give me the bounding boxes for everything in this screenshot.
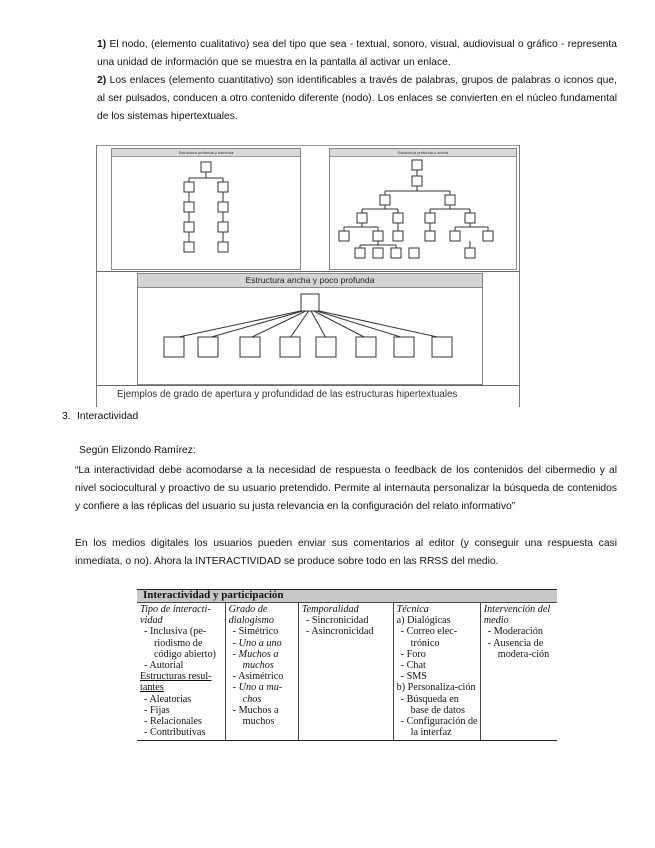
quote-text: “La interactividad debe acomodarse a la necesidad de respuesta o feedback de los contenidos del cibermedio y al nivel sociocultural y proactivo de su usuario pretendido. Permite al internauta personalizar la búsqueda de contenidos y confiere a las réplicas del usuario su justa relevancia en la configuración del relato informativo” xyxy=(75,465,617,512)
col2-item: - Uno a uno xyxy=(232,637,282,649)
col4-header: Técnica xyxy=(396,604,429,615)
col1-subheader: Estructuras resul-tantes xyxy=(140,671,212,694)
col4-item: - Configuración de la interfaz xyxy=(400,716,478,739)
quote-followup: En los medios digitales los usuarios pueden enviar sus comentarios al editor (y conseguir una respuesta casi inmediata, o no). Ahora la INTERACTIVIDAD se produce sobre todo en las RRSS del medio. xyxy=(75,538,617,567)
col4-item: - Búsqueda en base de datos xyxy=(400,693,465,716)
panel-deep-narrow-title: Estructura profunda y estrecha xyxy=(112,149,300,157)
figure-caption: Ejemplos de grado de apertura y profundidad de las estructuras hipertextuales xyxy=(117,389,458,400)
col3-item: - Asincronicidad xyxy=(305,626,374,638)
col-grado-dialogismo xyxy=(225,603,298,741)
col1-subitem: - Fijas xyxy=(144,704,170,716)
col3-item: - Sincronicidad xyxy=(305,615,369,627)
col4-item: - SMS xyxy=(400,671,427,683)
col5-item: - Ausencia de modera-ción xyxy=(487,637,550,660)
deep-wide-tree-diagram xyxy=(330,149,516,269)
panel-deep-wide-title: Estructura profunda y ancha xyxy=(330,149,516,157)
col1-subitem: - Aleatorias xyxy=(144,693,192,705)
paragraph-nodo xyxy=(97,36,617,72)
col4-item: - Chat xyxy=(400,660,426,672)
panel-deep-wide xyxy=(329,148,517,270)
col4-group-b: b) Personaliza-ción xyxy=(396,682,476,694)
paragraph-nodo-number: 1) xyxy=(97,39,107,50)
col-tipo-interactividad xyxy=(137,603,225,741)
col2-item: - Muchos a muchos xyxy=(232,704,279,728)
panel-deep-narrow xyxy=(111,148,301,270)
col1-header: Tipo de interacti-vidad xyxy=(140,604,211,627)
col1-subitem: - Relacionales xyxy=(144,716,202,728)
section-number: 3. xyxy=(62,411,71,422)
paragraph-enlaces-number: 2) xyxy=(97,75,107,86)
col1-subitem: - Contributivas xyxy=(144,727,206,739)
col5-header: Intervención del medio xyxy=(483,604,551,627)
col2-item: - Simétrico xyxy=(232,626,279,638)
col2-item: - Uno a mu-chos xyxy=(232,682,283,705)
wide-shallow-tree-diagram xyxy=(138,274,482,384)
col3-header: Temporalidad xyxy=(301,604,359,615)
col2-item: - Muchos a muchos xyxy=(232,648,279,672)
panel-wide-shallow xyxy=(137,273,483,385)
paragraph-nodo-text: El nodo, (elemento cualitativo) sea del tipo que sea - textual, sonoro, visual, audiovisual o gráfico - representa una unidad de información que se muestra en la pantalla al activar un enlace. xyxy=(97,39,617,68)
col4-item: - Foro xyxy=(400,648,426,660)
interactivity-table xyxy=(137,589,557,741)
deep-narrow-tree-diagram xyxy=(112,149,300,269)
col1-item: - Autorial xyxy=(144,660,184,672)
col4-group-a: a) Dialógicas xyxy=(396,615,451,627)
col1-item: - Inclusiva (pe-riodismo de código abierto) xyxy=(144,626,216,660)
panel-wide-shallow-title: Estructura ancha y poco profunda xyxy=(138,274,482,288)
col-tecnica xyxy=(393,603,480,741)
col5-item: - Moderación xyxy=(487,626,543,638)
col4-item: - Correo elec-trónico xyxy=(400,626,458,649)
table-title: Interactividad y participación xyxy=(137,590,557,603)
col2-item: - Asimétrico xyxy=(232,671,284,683)
col-temporalidad xyxy=(298,603,393,741)
paragraph-enlaces xyxy=(97,72,617,126)
hypertext-structures-figure xyxy=(96,145,520,407)
col-intervencion-medio xyxy=(480,603,557,741)
quote-author: Según Elizondo Ramírez: xyxy=(79,445,196,456)
col2-header: Grado de dialogismo xyxy=(228,604,274,627)
section-title: Interactividad xyxy=(77,411,139,422)
paragraph-enlaces-text: Los enlaces (elemento cuantitativo) son identificables a través de palabras, grupos de palabras o iconos que, al ser pulsados, conducen a otro contenido diferente (nodo). Los enlaces se convierten en el núcleo fundamental de los sistemas hipertextuales. xyxy=(97,75,617,122)
